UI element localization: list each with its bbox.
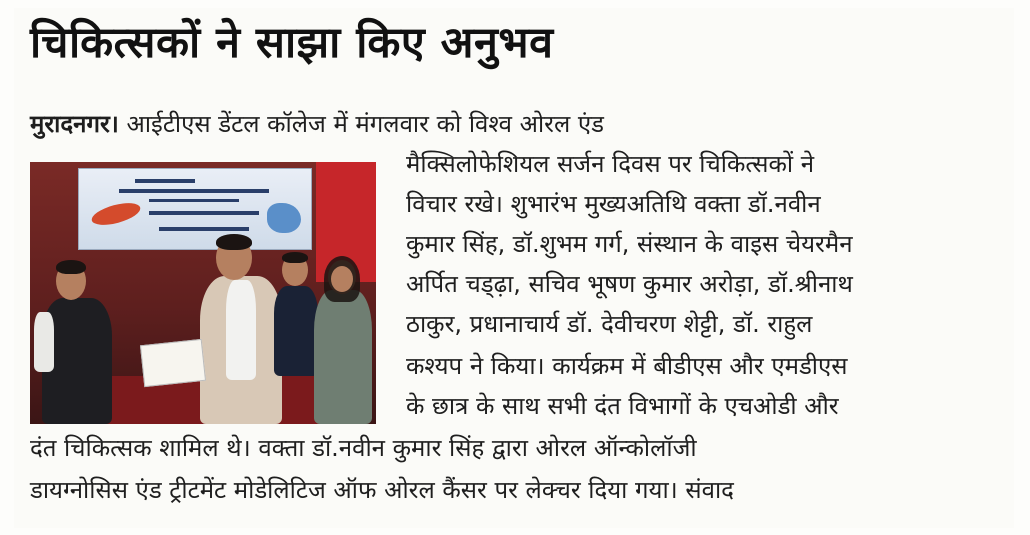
article-line-4: कुमार सिंह, डॉ.शुभम गर्ग, संस्थान के वाइस चेयरमैन bbox=[406, 230, 853, 258]
article-text-1: आईटीएस डेंटल कॉलेज में मंगलवार को विश्व ओरल एंड bbox=[118, 110, 604, 138]
news-clipping bbox=[14, 8, 1014, 528]
article-line-6: ठाकुर, प्रधानाचार्य डॉ. देवीचरण शेट्टी, डॉ. राहुल bbox=[406, 310, 813, 338]
event-banner bbox=[78, 168, 312, 250]
article-line-5: अर्पित चड्ढ़ा, सचिव भूषण कुमार अरोड़ा, डॉ.श्रीनाथ bbox=[406, 270, 853, 298]
headline: चिकित्सकों ने साझा किए अनुभव bbox=[30, 18, 554, 68]
article-line-2: मैक्सिलोफेशियल सर्जन दिवस पर चिकित्सकों ने bbox=[406, 150, 815, 178]
article-line-1 bbox=[30, 108, 604, 140]
article-line-9: दंत चिकित्सक शामिल थे। वक्ता डॉ.नवीन कुमार सिंह द्वारा ओरल ऑन्कोलॉजी bbox=[30, 434, 697, 462]
article-line-8: के छात्र के साथ सभी दंत विभागों के एचओडी और bbox=[406, 392, 839, 420]
article-line-10: डायग्नोसिस एंड ट्रीटमेंट मोडेलिटिज ऑफ ओरल कैंसर पर लेक्चर दिया गया। संवाद bbox=[30, 476, 734, 504]
event-photo bbox=[30, 162, 376, 424]
certificate bbox=[140, 339, 206, 387]
dateline: मुरादनगर। bbox=[30, 110, 119, 138]
article-line-3: विचार रखे। शुभारंभ मुख्यअतिथि वक्ता डॉ.नवीन bbox=[406, 190, 821, 218]
article-line-7: कश्यप ने किया। कार्यक्रम में बीडीएस और एमडीएस bbox=[406, 352, 848, 380]
